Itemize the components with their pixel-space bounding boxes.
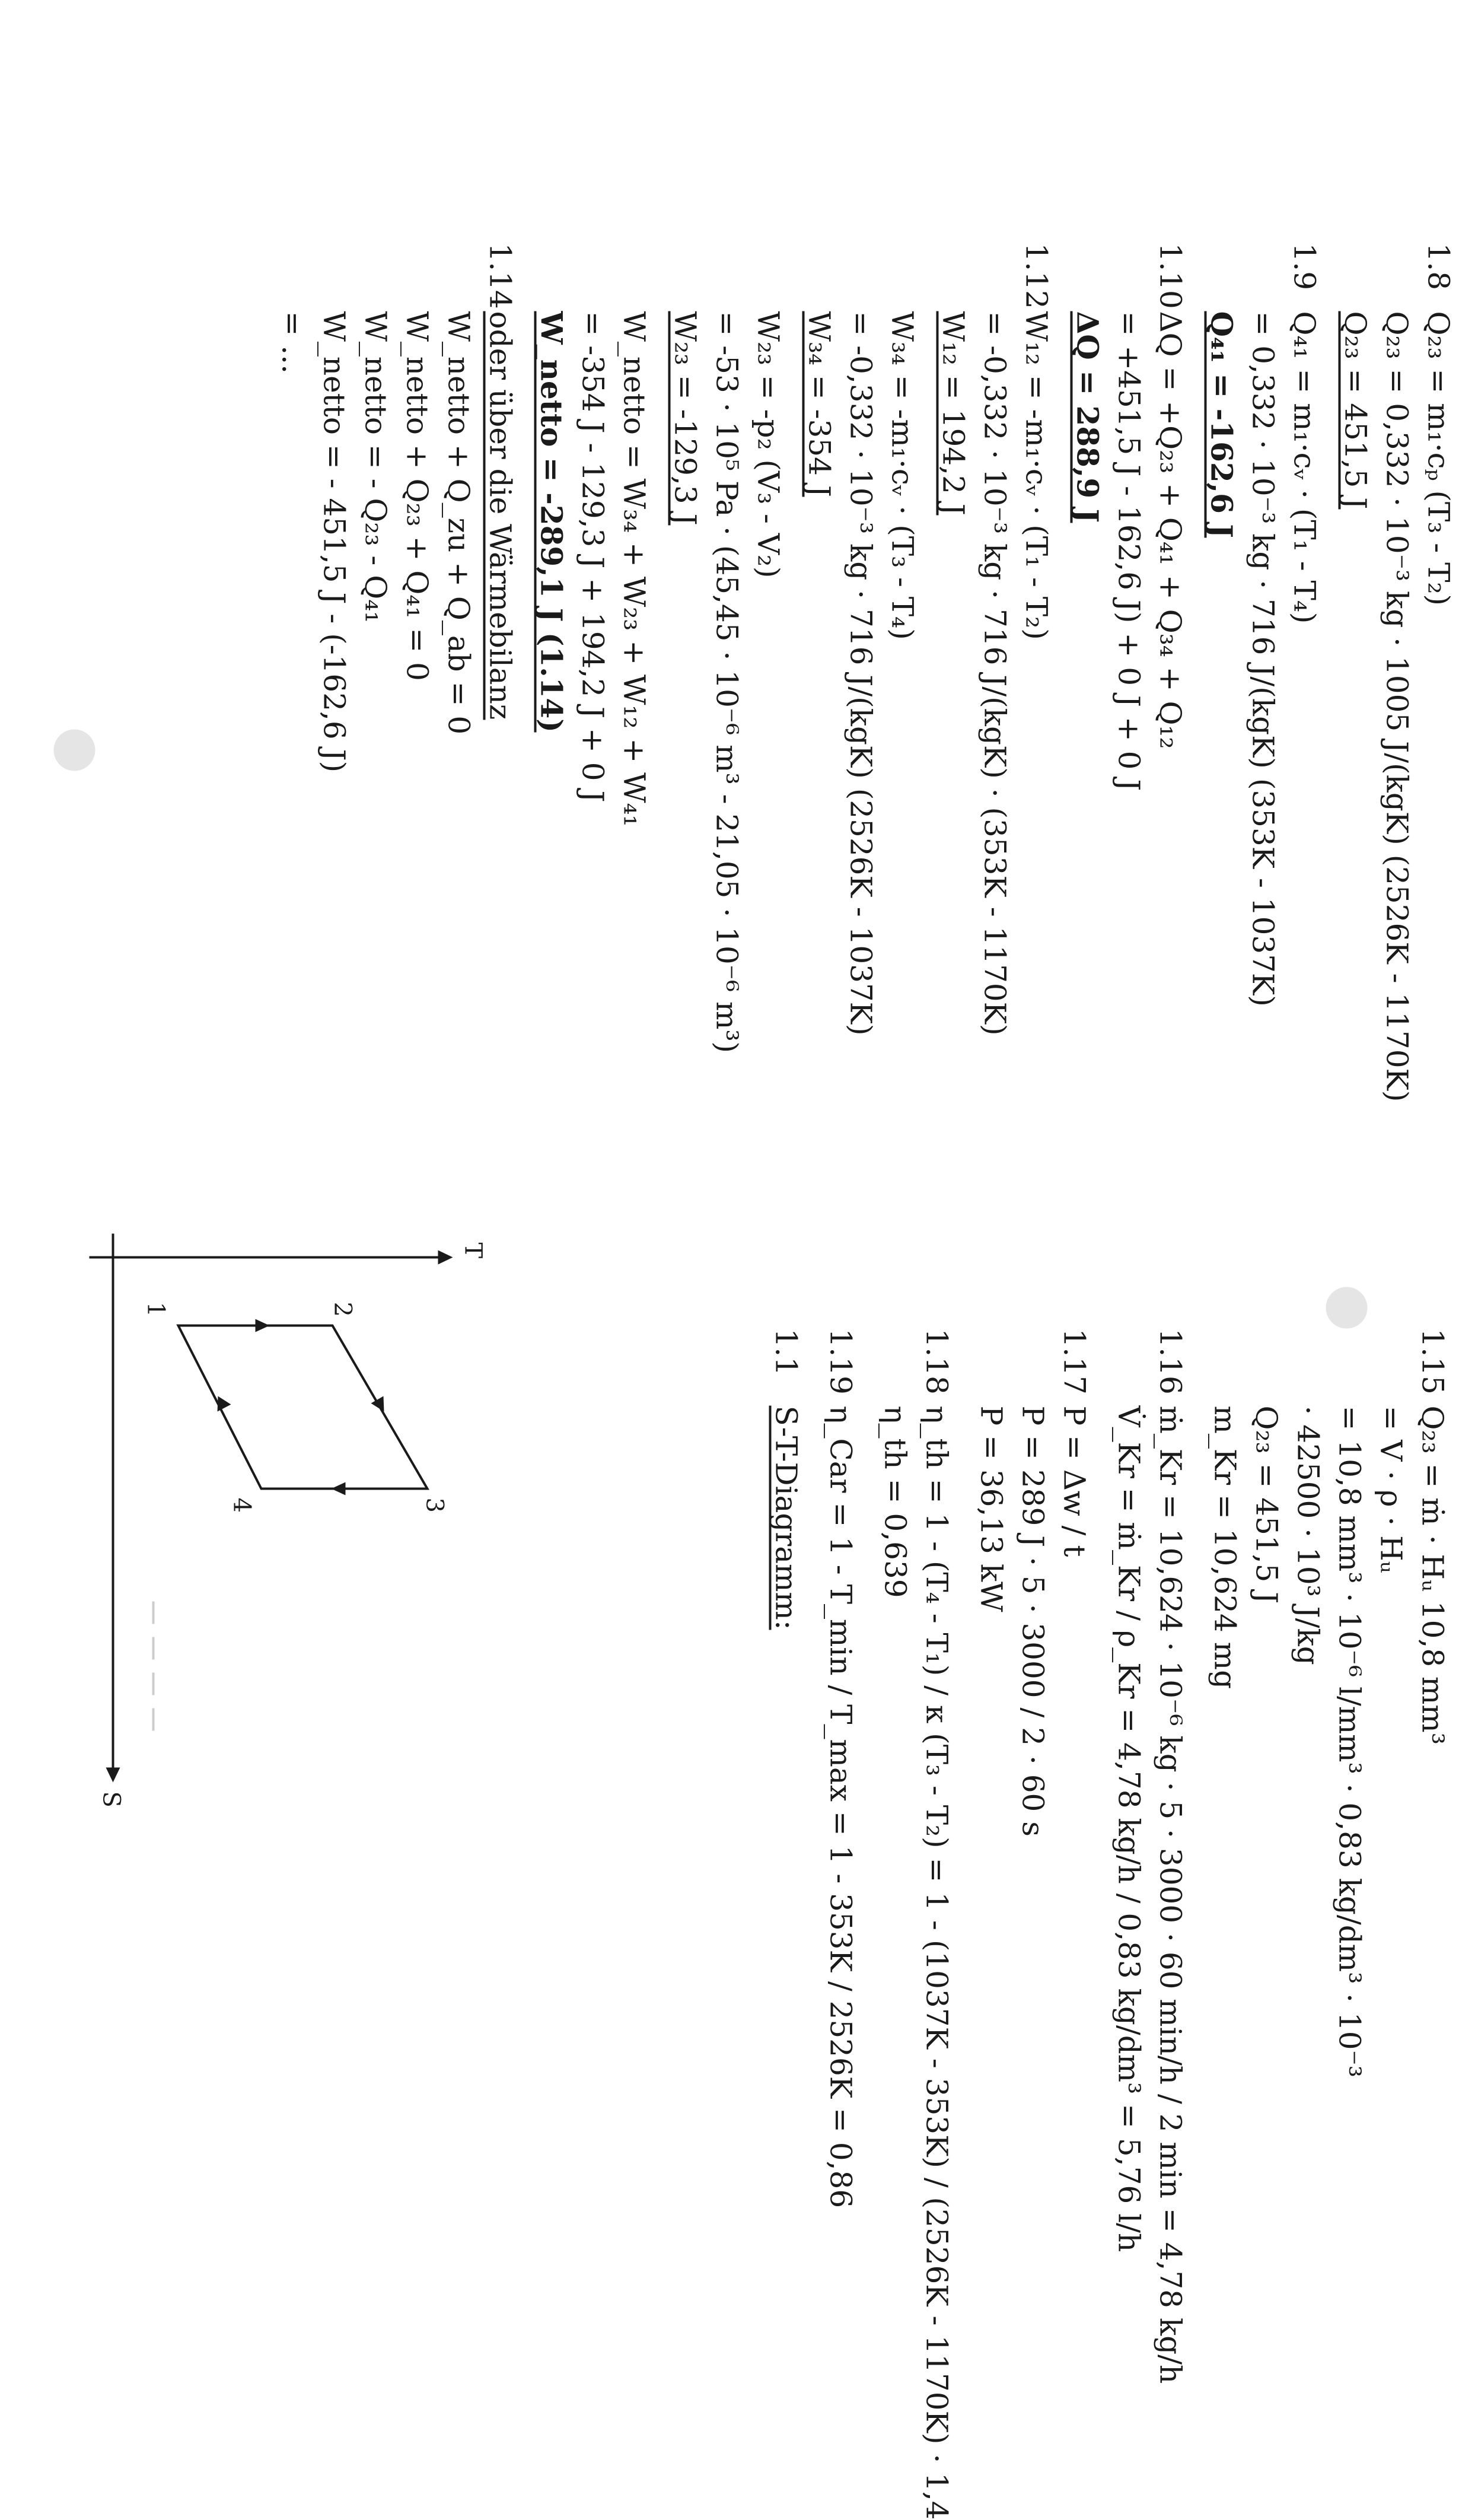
diagram-point-1: 1 [142, 1302, 170, 1317]
equation-text: = 0,332 · 10⁻³ kg · 716 J/(kgK) (353K - 1037K) [1246, 311, 1280, 1007]
equation-text: W_netto + Q₂₃ + Q₄₁ = 0 [400, 311, 435, 682]
equation-text: W₁₂ = 194,2 J [936, 311, 969, 516]
equation-text: Q₄₁ = m₁·cᵥ · (T₁ - T₄) [1288, 311, 1322, 624]
problem-number: 1.8 [1424, 243, 1454, 291]
t-axis-arrow-icon [438, 1251, 453, 1265]
equation-text: W₃₄ = -m₁·cᵥ · (T₃ - T₄) [885, 311, 920, 640]
diagram-point-3: 3 [421, 1498, 448, 1513]
problem-number: 1.9 [1290, 243, 1320, 291]
equation-text: ΔQ = 288,9 J [1071, 311, 1103, 523]
equation-text: ṁ_Kr = 10,624 · 10⁻⁶ kg · 5 · 3000 · 60 min/h / 2 min = 4,78 kg/h [1154, 1406, 1188, 2384]
equation-text: W₂₃ = -p₂ (V₃ - V₂) [751, 311, 786, 578]
equation-text: W_netto = - Q₂₃ - Q₄₁ [359, 311, 393, 623]
scan-mark [152, 1602, 155, 1624]
scan-mark [152, 1673, 155, 1695]
equation-text: oder über die Wärmebilanz [483, 311, 515, 720]
problem-number: 1.1 [772, 1329, 801, 1376]
equation-text: Q₄₁ = -162,6 J [1205, 311, 1237, 538]
s-t-diagram [1, 0, 1459, 2074]
problem-number: 1.12 [1022, 243, 1052, 309]
equation-text: P = Δw / t [1057, 1406, 1092, 1557]
scan-mark [152, 1637, 155, 1660]
problem-number: 1.16 [1156, 1329, 1186, 1395]
equation-text: W_netto + Q_zu + Q_ab = 0 [442, 311, 476, 735]
equation-text: S-T-Diagramm: [769, 1406, 801, 1630]
diagram-point-4: 4 [228, 1498, 256, 1513]
worksheet-page [1, 0, 1459, 2074]
equation-text: Q₂₃ = m₁·cₚ (T₃ - T₂) [1422, 311, 1456, 606]
equation-text: W_netto = W₃₄ + W₂₃ + W₁₂ + W₄₁ [617, 311, 652, 827]
arrow-2-3-icon [371, 1396, 384, 1412]
equation-text: = -0,332 · 10⁻³ kg · 716 J/(kgK) (2526K - 1037K) [844, 311, 878, 1036]
equation-text: P = 289 J · 5 · 3000 / 2 · 60 s [1016, 1406, 1050, 1837]
diagram-point-2: 2 [329, 1302, 356, 1317]
problem-number: 1.17 [1060, 1329, 1090, 1395]
s-axis-arrow-icon [106, 1768, 120, 1783]
arrow-1-2-icon [256, 1319, 270, 1332]
cycle-path [179, 1326, 428, 1489]
problem-number: 1.10 [1156, 243, 1186, 309]
equation-text: = -0,332 · 10⁻³ kg · 716 J/(kgK) · (353K - 1170K) [978, 311, 1012, 1036]
problem-number: 1.19 [826, 1329, 856, 1395]
arrow-4-1-icon [218, 1396, 231, 1412]
equation-text: η_Car = 1 - T_min / T_max = 1 - 353K / 2526K = 0,86 [824, 1406, 858, 2209]
equation-text: η_th = 0,639 [878, 1406, 913, 1598]
problem-number: 1.14 [486, 243, 515, 309]
equation-text: · 42500 · 10³ J/kg [1291, 1406, 1326, 1665]
equation-text: Q₂₃ = 0,332 · 10⁻³ kg · 1005 J/(kgK) (2526K - 1170K) [1380, 311, 1415, 1102]
equation-text: W₂₃ = -129,3 J [668, 311, 700, 526]
punch-hole [1326, 1287, 1368, 1329]
equation-text: P = 36,13 kW [974, 1406, 1009, 1612]
equation-text: W_netto = -289,1 J (1.14) [534, 311, 566, 733]
equation-text: V̇_Kr = ṁ_Kr / ρ_Kr = 4,78 kg/h / 0,83 kg/dm³ = 5,76 l/h [1112, 1406, 1146, 2252]
arrow-3-4-icon [332, 1482, 346, 1496]
equation-text: W₁₂ = -m₁·cᵥ · (T₁ - T₂) [1020, 311, 1054, 640]
equation-text: = 10,8 mm³ · 10⁻⁶ l/mm³ · 0,83 kg/dm³ · 10⁻³ [1333, 1406, 1367, 2077]
equation-text: ΔQ = +Q₂₃ + Q₄₁ + Q₃₄ + Q₁₂ [1154, 311, 1188, 749]
equation-text: m_Kr = 10,624 mg [1208, 1406, 1243, 1689]
equation-text: = V · ρ · Hᵤ [1374, 1406, 1409, 1573]
problem-number: 1.18 [922, 1329, 952, 1395]
equation-text: = -354 J - 129,3 J + 194,2 J + 0 J [576, 311, 610, 803]
equation-text: W_netto = - 451,5 J - (-162,6 J) [317, 311, 352, 773]
equation-text: Q₂₃ = 451,5 J [1250, 1406, 1284, 1604]
equation-text: = +451,5 J - 162,6 J) + 0 J + 0 J [1112, 311, 1146, 791]
scan-mark [152, 1708, 155, 1731]
punch-hole [54, 730, 95, 771]
equation-text: = ... [276, 311, 310, 374]
equation-text: = -53 · 10⁵ Pa · (45,45 · 10⁻⁶ m³ - 21,05 · 10⁻⁶ m³) [710, 311, 744, 1054]
problem-number: 1.15 [1418, 1329, 1448, 1395]
equation-text: W₃₄ = -354 J [802, 311, 834, 497]
equation-text: η_th = 1 - (T₄ - T₁) / κ (T₃ - T₂) = 1 - (1037K - 353K) / (2526K - 1170K) · 1,4 [920, 1406, 954, 2520]
equation-text: Q₂₃ = 451,5 J [1339, 311, 1371, 510]
equation-text: Q₂₃ = ṁ · Hᵤ 10,8 mm³ [1416, 1406, 1450, 1745]
t-axis-label: T [460, 1243, 487, 1259]
s-axis-label: S [98, 1792, 125, 1808]
